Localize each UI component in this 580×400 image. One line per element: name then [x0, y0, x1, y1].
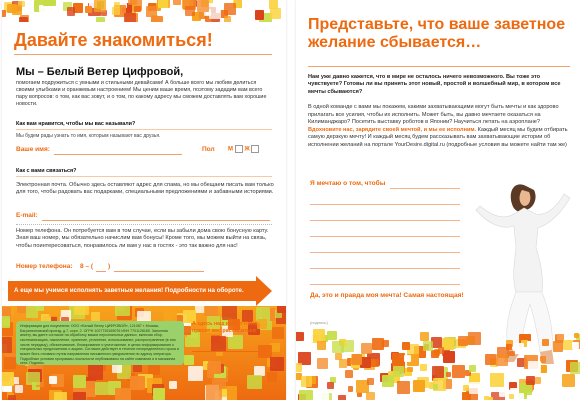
decorative-cube [88, 364, 104, 380]
divider [16, 176, 272, 177]
decorative-cube [301, 376, 312, 387]
decorative-cube [2, 372, 14, 386]
dream-input-line-5[interactable] [310, 252, 460, 253]
email-input[interactable] [42, 220, 270, 221]
decorative-cube [392, 353, 405, 366]
signature-prompt: А здесь наш юрист Лина просит вас расписаться [192, 321, 258, 334]
decorative-cube [371, 359, 379, 367]
decorative-cube [67, 7, 75, 15]
decorative-cube [361, 343, 372, 354]
decorative-cube [463, 385, 469, 391]
decorative-cube [224, 3, 237, 16]
signature-label: (подпись) [310, 320, 328, 325]
name-label: Ваше имя: [16, 146, 50, 153]
dream-input-line-1[interactable] [390, 188, 460, 189]
decorative-cube [124, 13, 136, 22]
decorative-cube [535, 377, 542, 384]
right-title: Представьте, что ваше заветное желание сбывается… [308, 16, 566, 52]
title-divider [14, 54, 272, 55]
decorative-cube [572, 342, 579, 349]
decorative-cube [73, 392, 87, 400]
contact-question: Как с вами связаться? [16, 168, 77, 174]
decorative-cube [540, 356, 547, 363]
decorative-cube [224, 16, 231, 22]
signature-input[interactable] [192, 351, 266, 352]
phone-description: Номер телефона. Он потребуется вам в том случае, если вы забыли дома свою бонусную карту. Зная ваш номер, мы обязательно начислим вам бонусы! Кроме того, мы можем выйти на связь, чтобы поинтересоваться, понравилось ли вам у нас в гостях - это так важно для нас! [16, 228, 269, 249]
overleaf-arrow-banner: А еще мы учимся исполнять заветные желания! Подробности на обороте. [8, 281, 256, 301]
decorative-cube [272, 327, 284, 339]
decorative-cube [130, 376, 145, 391]
decorative-cube [443, 351, 455, 363]
decorative-cube [26, 306, 38, 318]
decorative-cube [94, 0, 106, 12]
decorative-cube [54, 392, 67, 400]
decorative-cube [397, 381, 410, 394]
decorative-cube [305, 335, 313, 343]
decorative-cube [209, 7, 221, 19]
decorative-cube [313, 329, 326, 342]
decorative-cube [204, 306, 218, 316]
decorative-cube [348, 386, 353, 391]
decorative-cube [112, 7, 120, 15]
decorative-cube [299, 390, 313, 400]
email-label: E-mail: [16, 212, 38, 219]
decorative-cube [74, 306, 89, 315]
decorative-cube [317, 341, 326, 350]
gender-m-checkbox[interactable] [235, 145, 243, 153]
decorative-cube [420, 332, 429, 341]
right-tail: Каждый месяц мы будем отбирать самую дерзкую мечту! И каждый месяц будем рассказывать вам захватывающие истории об исполнении желаний на портале YourDesire.digital.ru (подробные условия вы можете найти там же) [308, 126, 568, 148]
right-lead: Нам уже давно кажется, что в мире не осталось ничего невозможного. Вы тоже это чувствуете? Готовы ли вы принять этот новый, простой и волшебный мир, в котором все мечты сбываются? [308, 74, 561, 95]
decorative-cube [19, 17, 28, 22]
decorative-cube [499, 391, 505, 397]
decorative-cube [114, 2, 121, 9]
decorative-cube [188, 366, 203, 381]
decorative-cube [372, 338, 384, 350]
phone-code-input[interactable] [96, 271, 106, 272]
decorative-cube [327, 382, 334, 389]
decorative-cube [338, 395, 346, 400]
decorative-cube [197, 0, 209, 12]
phone-label: Номер телефона: [16, 263, 73, 270]
decorative-cube [158, 0, 168, 8]
email-description: Электронная почта. Обычно здесь оставляют адрес для спама, но мы обещаем писать вам только для того, чтобы радовать вас подарками, специальными предложениями и забавными историями. [16, 182, 274, 196]
gender-label: Пол [202, 146, 215, 153]
decorative-cube [468, 332, 482, 346]
decorative-cube [242, 310, 253, 321]
decorative-cube [528, 361, 541, 374]
decorative-cube [173, 0, 181, 5]
signature-area [192, 321, 272, 365]
decorative-cube [432, 366, 444, 378]
decorative-cube [115, 388, 131, 400]
decorative-cube [4, 357, 16, 369]
decorative-cube [177, 16, 185, 22]
decorative-cube [339, 359, 348, 368]
decorative-cube [169, 381, 177, 389]
left-page [2, 0, 286, 400]
decorative-cube [382, 375, 394, 387]
gender-m-label: М [228, 146, 233, 153]
decorative-cube [2, 316, 10, 327]
dream-input-line-7[interactable] [310, 284, 460, 285]
decorative-cube [542, 339, 548, 345]
dream-input-line-6[interactable] [310, 268, 460, 269]
gender-options [228, 145, 259, 153]
decorative-cube [413, 380, 425, 392]
title-divider [308, 66, 570, 67]
right-body [308, 104, 570, 150]
decorative-cube [153, 388, 165, 400]
decorative-cube [43, 0, 55, 6]
decorative-cube [506, 344, 512, 350]
decorative-cube [296, 332, 304, 341]
decorative-cube [128, 0, 137, 5]
decorative-cube [452, 365, 465, 378]
right-body-text: В одной команде с вами мы покажем, какими захватывающими могут быть мечты и как здорово прилагать все усилия, чтобы их исполнить. Может быть, вы давно мечтаете оказаться на Килиманджаро? Посетить выставку роботов в Японии? Научиться летать на аэроплане? [308, 104, 559, 126]
decorative-cube [423, 341, 433, 351]
cube-swirl [296, 300, 580, 400]
decorative-cube [222, 306, 237, 320]
decorative-cube [366, 392, 374, 400]
decorative-cube [352, 354, 362, 364]
decorative-cube [540, 365, 548, 373]
decorative-cube [134, 6, 141, 13]
company-heading: Мы – Белый Ветер Цифровой, [16, 66, 184, 78]
decorative-cube [562, 374, 575, 387]
decorative-cube [327, 331, 336, 340]
decorative-cube [15, 385, 23, 393]
name-question-note: Мы будем рады узнать то имя, которым называют вас друзья. [16, 133, 161, 139]
dream-input-line-4[interactable] [310, 236, 460, 237]
decorative-cube [2, 10, 6, 17]
left-title: Давайте знакомиться! [14, 30, 213, 50]
decorative-cube [206, 384, 222, 400]
decorative-cube [458, 336, 467, 345]
dream-input-line-2[interactable] [310, 204, 460, 205]
decorative-cube [8, 395, 15, 400]
decorative-cube [490, 373, 504, 387]
phone-number-input[interactable] [114, 271, 204, 272]
phone-paren: ) [108, 263, 111, 270]
phone-prefix: 8 – ( [80, 263, 94, 270]
decorative-cube [267, 372, 277, 382]
dream-label: Я мечтаю о том, чтобы [310, 180, 386, 187]
decorative-cube [509, 351, 514, 356]
name-input[interactable] [54, 154, 182, 155]
decorative-cube [2, 337, 12, 353]
decorative-cube [404, 355, 411, 362]
name-question: Как вам нравится, чтобы мы вас называли? [16, 121, 136, 127]
decorative-cube [420, 364, 427, 371]
decorative-cube [247, 375, 262, 390]
decorative-cube [96, 17, 104, 22]
legal-text: Информация для покупателя: ООО «Белый Ветер ЦИФРОВОЙ», 121087 г. Москва, Багратионовский проезд, д.7, корп. 2. ОГРН 1027739169076 ИНН 7701128180. Заполняя анкету, вы даете согласие на обработку ваших персональных данных, включая сбор, систематизацию, накопление, хранение, уточнение, использование, распространение (в том числе передачу), обезличивание, блокирование и уничтожение, в целях информирования о специальных предложениях и акциях. Согласие действует в течение неопределенного срока и может быть отозвано путем направления письменного уведомления по адресу оператора. Подробные условия программы лояльности опубликованы на сайте компании и в магазинах сети. Подпись: [20, 324, 179, 366]
decorative-cube [12, 5, 22, 15]
decorative-cube [515, 347, 522, 354]
decorative-cube [485, 354, 497, 366]
decorative-cube [49, 376, 57, 384]
decorative-cube [26, 372, 40, 386]
dream-confirm: Да, это и правда моя мечта! Самая настоящая! [310, 292, 464, 299]
dotted-divider [16, 224, 272, 225]
decorative-cube [556, 356, 564, 364]
decorative-cube [255, 10, 264, 19]
decorative-cube [270, 357, 284, 371]
legal-info-box [16, 321, 184, 365]
decorative-cube [438, 347, 445, 354]
gender-f-label: Ж [244, 146, 250, 153]
arrow-tip [256, 276, 272, 306]
decorative-cube [73, 375, 86, 388]
dream-input-line-3[interactable] [310, 220, 460, 221]
right-page [296, 0, 580, 400]
gender-f-checkbox[interactable] [251, 145, 259, 153]
decorative-cube [91, 312, 99, 320]
decorative-cube [402, 342, 411, 351]
intro-text: помогаем подружиться с умными и стильными девайсами! А больше всего мы любим делиться своими улыбками и оранжевым настроением! Мы ценим ваше время, поэтому зададим вам всего пару вопросов: о том, как вас зовут, и о том, по какому адресу мы сможем доставлять вам хорошие новости. [16, 80, 267, 108]
decorative-cube [367, 378, 374, 385]
decorative-cube [477, 356, 484, 363]
decorative-cube [469, 382, 481, 394]
decorative-cube [317, 358, 328, 369]
decorative-cube [296, 363, 302, 372]
decorative-cube [318, 392, 329, 400]
decorative-cube [277, 306, 286, 313]
decorative-cube [332, 341, 344, 353]
decorative-cube [570, 362, 580, 374]
decorative-cube [574, 333, 580, 339]
decorative-cube [469, 365, 476, 372]
decorative-cube [514, 393, 524, 400]
decorative-cube [85, 6, 92, 13]
decorative-cube [496, 354, 508, 366]
decorative-cube [407, 367, 412, 372]
decorative-cube [345, 370, 352, 377]
decorative-cube [360, 357, 371, 368]
divider [16, 129, 272, 130]
decorative-cube [433, 384, 439, 390]
decorative-cube [185, 6, 195, 16]
decorative-cube [146, 6, 157, 17]
right-highlight: Вдохновите нас, зарядите своей мечтой, и мы ее исполним. [308, 126, 477, 133]
decorative-cube [446, 372, 451, 377]
decorative-cube [115, 306, 130, 316]
decorative-cube [49, 306, 61, 317]
decorative-cube [270, 8, 281, 19]
decorative-cube [526, 376, 535, 385]
decorative-cube [527, 341, 537, 351]
top-cube-band [2, 0, 286, 22]
decorative-cube [393, 366, 404, 377]
decorative-cube [95, 382, 108, 395]
